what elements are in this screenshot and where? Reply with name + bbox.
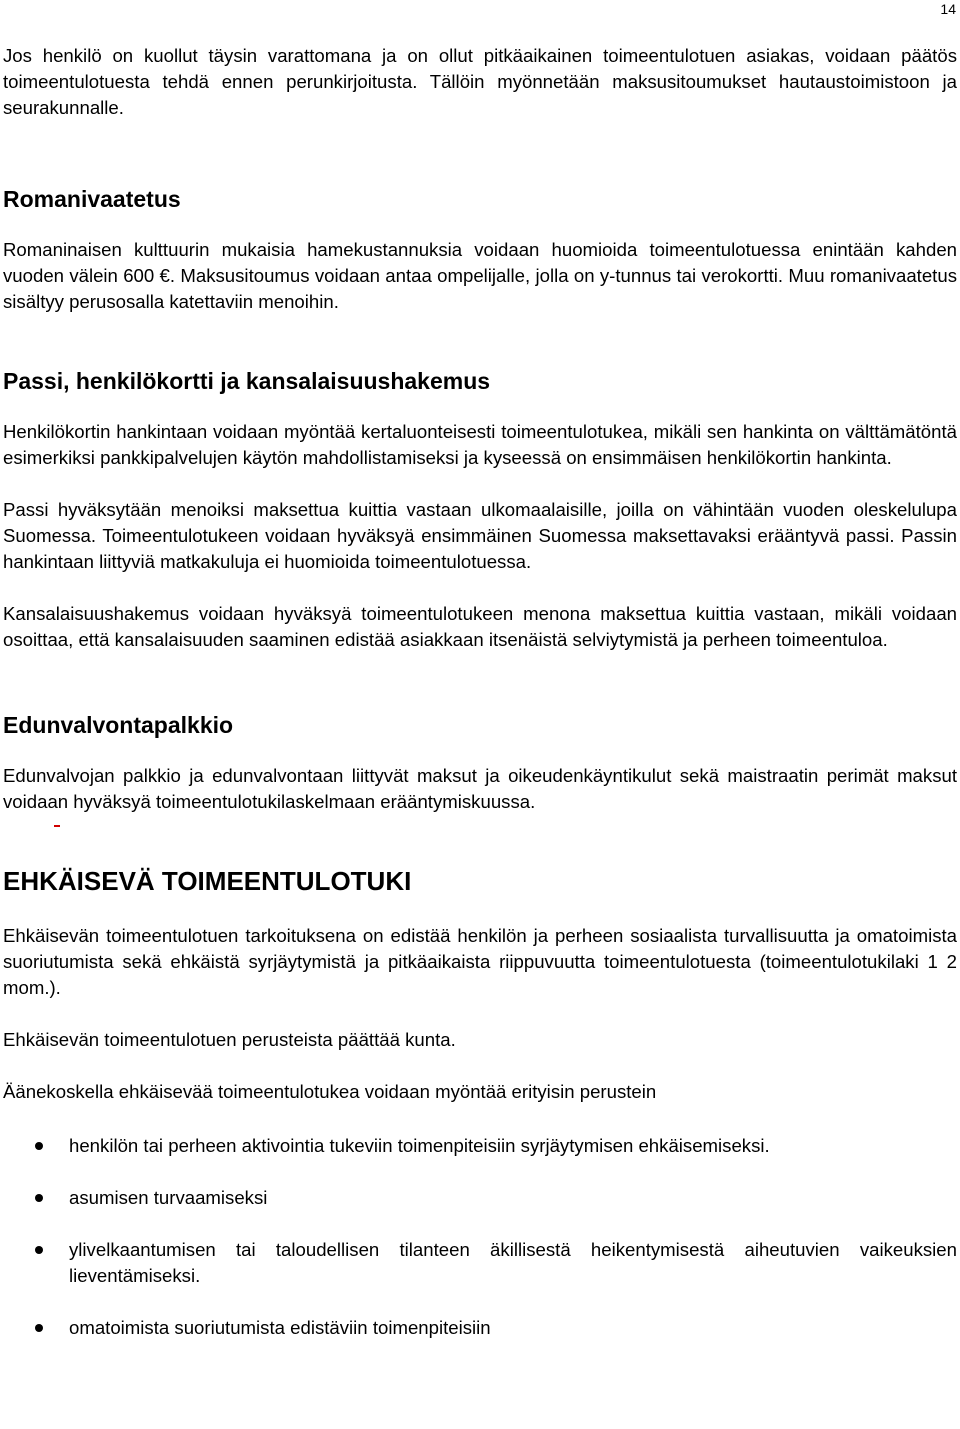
document-body — [3, 43, 957, 1341]
page-number: 14 — [940, 1, 956, 17]
intro-paragraph: Jos henkilö on kuollut täysin varattomana ja on ollut pitkäaikainen toimeentulotuen asiakas, voidaan päätös toimeentulotuesta tehdä ennen perunkirjoitusta. Tällöin myönnetään maksusitoumukset hautaustoimistoon ja seurakunnalle. — [3, 45, 957, 118]
edunvalvonta-paragraph: Edunvalvojan palkkio ja edunvalvontaan liittyvät maksut ja oikeudenkäyntikulut sekä maistraatin perimät maksut voidaan hyväksyä toimeentulotukilaskelmaan erääntymiskuussa. — [3, 765, 957, 812]
ehkaiseva-paragraph-3: Äänekoskella ehkäisevää toimeentulotukea voidaan myöntää erityisin perustein — [3, 1081, 657, 1102]
romanivaatetus-paragraph: Romaninaisen kulttuurin mukaisia hamekustannuksia voidaan huomioida toimeentulotuessa enintään kahden vuoden välein 600 €. Maksusitoumus voidaan antaa ompelijalle, jolla on y-tunnus tai verokortti. Muu romanivaatetus sisältyy perusosalla katettaviin menoihin. — [3, 239, 957, 312]
ehkaiseva-paragraph-1: Ehkäisevän toimeentulotuen tarkoituksena on edistää henkilön ja perheen sosiaalista turvallisuutta ja omatoimista suoriutumista sekä ehkäistä syrjäytymistä ja pitkäaikaista riippuvuutta toimeentulotuesta (toimeentulotukilaki 1 2 mom.). — [3, 925, 957, 998]
red-dash-mark — [3, 815, 957, 841]
bullet-icon — [35, 1142, 43, 1150]
ehkaiseva-paragraph-2: Ehkäisevän toimeentulotuen perusteista päättää kunta. — [3, 1029, 456, 1050]
bullet-icon — [35, 1194, 43, 1202]
passi-paragraph-3: Kansalaisuushakemus voidaan hyväksyä toimeentulotukeen menona maksettua kuittia vastaan, mikäli voidaan osoittaa, että kansalaisuuden saaminen edistää asiakkaan itsenäistä selviytymistä ja perheen toimeentuloa. — [3, 603, 957, 650]
passi-paragraph-2: Passi hyväksytään menoiksi maksettua kuittia vastaan ulkomaalaisille, joilla on vähintään vuoden oleskelulupa Suomessa. Toimeentulotukeen voidaan hyväksyä ensimmäinen Suomessa maksettavaksi erääntyvä passi. Passin hankintaan liittyviä matkakuluja ei huomioida toimeentulotuessa. — [3, 499, 957, 572]
passi-paragraph-1: Henkilökortin hankintaan voidaan myöntää kertaluonteisesti toimeentulotukea, mikäli sen hankinta on välttämätöntä esimerkiksi pankkipalvelujen käytön mahdollistamiseksi ja kyseessä on ensimmäisen henkilökortin hankinta. — [3, 421, 957, 468]
section-heading-edunvalvontapalkkio: Edunvalvontapalkkio — [3, 712, 234, 738]
list-item: henkilön tai perheen aktivointia tukeviin toimenpiteisiin syrjäytymisen ehkäisemiseksi. — [3, 1133, 957, 1159]
section-heading-romanivaatetus: Romanivaatetus — [3, 186, 181, 212]
list-item: omatoimista suoriutumista edistäviin toimenpiteisiin — [3, 1315, 957, 1341]
list-item: ylivelkaantumisen tai taloudellisen tilanteen äkillisestä heikentymisestä aiheutuvien vaikeuksien lieventämiseksi. — [3, 1237, 957, 1289]
bullet-icon — [35, 1246, 43, 1254]
list-item: asumisen turvaamiseksi — [3, 1185, 957, 1211]
section-heading-ehkaiseva: EHKÄISEVÄ TOIMEENTULOTUKI — [3, 866, 412, 896]
bullet-icon — [35, 1324, 43, 1332]
ehkaiseva-bullet-list — [3, 1133, 957, 1341]
section-heading-passi: Passi, henkilökortti ja kansalaisuushakemus — [3, 368, 491, 394]
